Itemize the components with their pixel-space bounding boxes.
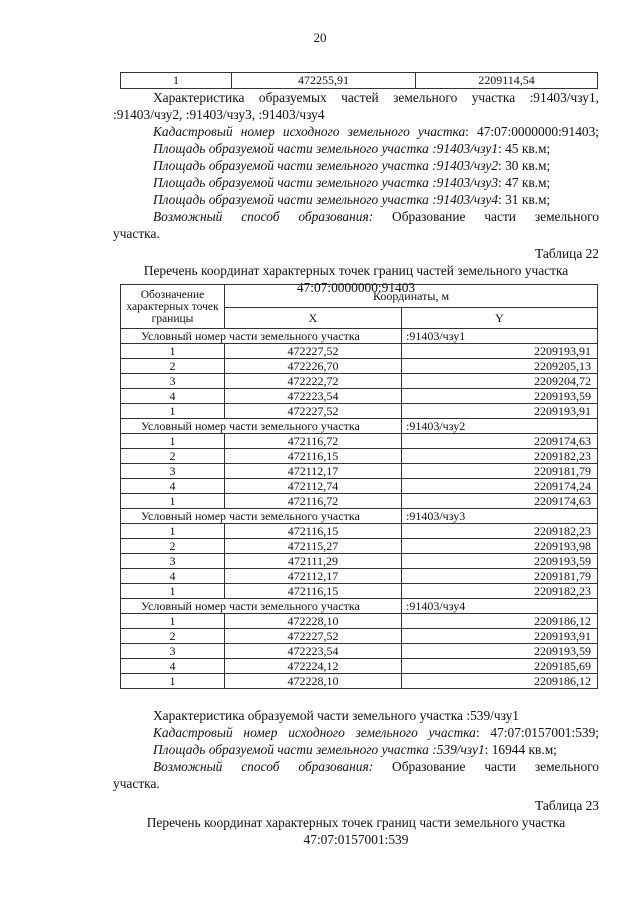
coord-y: 2209193,59 (402, 389, 598, 404)
table-row (121, 434, 598, 449)
coord-x: 472223,54 (225, 644, 402, 659)
coord-x: 472116,15 (225, 524, 402, 539)
table-row (121, 644, 598, 659)
method-line: Возможный способ образования: Образование части земельного (153, 209, 599, 224)
table-row (121, 494, 598, 509)
coord-x: 472116,15 (225, 584, 402, 599)
table-row (121, 674, 598, 689)
section2-method-line-end: участка. (113, 776, 160, 791)
coord-y: 2209174,63 (402, 434, 598, 449)
coord-x: 472222,72 (225, 374, 402, 389)
coord-x: 472227,52 (225, 404, 402, 419)
point-number: 4 (121, 659, 225, 674)
coord-y: 2209114,54 (416, 73, 598, 89)
coord-y: 2209193,91 (402, 404, 598, 419)
table-row (121, 479, 598, 494)
part-number-label: Условный номер части земельного участка (121, 599, 402, 614)
coord-y: 2209193,59 (402, 644, 598, 659)
coord-y: 2209174,63 (402, 494, 598, 509)
point-number: 1 (121, 404, 225, 419)
part-number-value: :91403/чзу2 (402, 419, 598, 434)
table-row (121, 524, 598, 539)
table-row (121, 404, 598, 419)
part-number-value: :91403/чзу1 (402, 329, 598, 344)
part-number-row (121, 599, 598, 614)
coord-y: 2209193,98 (402, 539, 598, 554)
point-number: 1 (121, 73, 232, 89)
point-number: 1 (121, 494, 225, 509)
coord-x: 472116,72 (225, 434, 402, 449)
coord-y: 2209181,79 (402, 464, 598, 479)
coord-y: 2209205,13 (402, 359, 598, 374)
table-row (121, 359, 598, 374)
coord-x: 472228,10 (225, 674, 402, 689)
table-row (121, 554, 598, 569)
coord-x: 472112,74 (225, 479, 402, 494)
part-number-value: :91403/чзу4 (402, 599, 598, 614)
part-number-label: Условный номер части земельного участка (121, 509, 402, 524)
section2-cadastral-line: Кадастровый номер исходного земельного участка: 47:07:0157001:539; (153, 725, 599, 740)
coord-y: 2209174,24 (402, 479, 598, 494)
table-row (121, 389, 598, 404)
coord-y: 2209186,12 (402, 674, 598, 689)
point-number: 2 (121, 449, 225, 464)
point-number: 1 (121, 524, 225, 539)
col-point-header: Обозначение характерных точек границы (121, 285, 225, 329)
point-number: 2 (121, 539, 225, 554)
coord-x: 472255,91 (232, 73, 416, 89)
cadastral-number-line (113, 123, 599, 140)
point-number: 3 (121, 464, 225, 479)
method-line-end: участка. (113, 226, 160, 241)
cadastral-label: Кадастровый номер исходного земельного участка (153, 124, 466, 139)
coord-x: 472228,10 (225, 614, 402, 629)
coord-x: 472226,70 (225, 359, 402, 374)
part-number-row (121, 509, 598, 524)
point-number: 4 (121, 389, 225, 404)
part-number-label: Условный номер части земельного участка (121, 419, 402, 434)
coord-y: 2209186,12 (402, 614, 598, 629)
table23-caption: Таблица 23 (535, 798, 599, 813)
coord-y: 2209193,91 (402, 344, 598, 359)
point-number: 2 (121, 629, 225, 644)
point-number: 2 (121, 359, 225, 374)
coord-x: 472224,12 (225, 659, 402, 674)
coord-y: 2209193,91 (402, 629, 598, 644)
part-number-value: :91403/чзу3 (402, 509, 598, 524)
point-number: 4 (121, 479, 225, 494)
point-number: 1 (121, 434, 225, 449)
section2-area-line: Площадь образуемой части земельного участка :539/чзу1: 16944 кв.м; (153, 742, 557, 757)
area-line-2: Площадь образуемой части земельного участка :91403/чзу2: 30 кв.м; (153, 158, 551, 173)
coord-x: 472116,72 (225, 494, 402, 509)
point-number: 3 (121, 374, 225, 389)
coord-y: 2209193,59 (402, 554, 598, 569)
table23-title-line2: 47:07:0157001:539 (303, 832, 409, 847)
coord-x: 472112,17 (225, 569, 402, 584)
continued-table-row (120, 72, 598, 89)
table22-title-line1: Перечень координат характерных точек границ частей земельного участка (143, 263, 569, 278)
section2-method-line: Возможный способ образования: Образование части земельного (153, 759, 599, 774)
coordinates-table-22 (120, 284, 598, 689)
area-line-3: Площадь образуемой части земельного участка :91403/чзу3: 47 кв.м; (153, 175, 551, 190)
section1-heading-line2: :91403/чзу2, :91403/чзу3, :91403/чзу4 (113, 107, 325, 122)
table23-title-line1: Перечень координат характерных точек границ части земельного участка (146, 815, 566, 830)
table22-caption: Таблица 22 (535, 246, 599, 261)
part-number-label: Условный номер части земельного участка (121, 329, 402, 344)
coord-y: 2209204,72 (402, 374, 598, 389)
table-row (121, 584, 598, 599)
table-row (121, 659, 598, 674)
coord-x: 472115,27 (225, 539, 402, 554)
col-coords-header: Координаты, м (225, 285, 598, 308)
coord-y: 2209182,23 (402, 449, 598, 464)
table-row (121, 629, 598, 644)
page-number: 20 (313, 30, 327, 45)
table-row (121, 539, 598, 554)
table-row (121, 344, 598, 359)
table22-title-line2: 47:07:0000000:91403 (296, 280, 416, 295)
coord-x: 472112,17 (225, 464, 402, 479)
cadastral-value: : 47:07:0000000:91403; (465, 124, 600, 139)
section1-heading-line1: Характеристика образуемых частей земельного участка :91403/чзу1, (153, 90, 599, 105)
part-number-row (121, 419, 598, 434)
coord-y: 2209181,79 (402, 569, 598, 584)
table-row (121, 374, 598, 389)
section2-heading: Характеристика образуемой части земельного участка :539/чзу1 (153, 708, 520, 723)
coord-y: 2209185,69 (402, 659, 598, 674)
col-x-header: X (225, 308, 402, 329)
point-number: 1 (121, 614, 225, 629)
section1 (113, 89, 599, 296)
point-number: 3 (121, 644, 225, 659)
coord-x: 472116,15 (225, 449, 402, 464)
table-row (121, 449, 598, 464)
area-line-4: Площадь образуемой части земельного участка :91403/чзу4: 31 кв.м; (153, 192, 551, 207)
coord-y: 2209182,23 (402, 524, 598, 539)
table-row (121, 569, 598, 584)
coord-x: 472223,54 (225, 389, 402, 404)
part-number-row (121, 329, 598, 344)
point-number: 4 (121, 569, 225, 584)
point-number: 1 (121, 584, 225, 599)
coord-x: 472227,52 (225, 344, 402, 359)
section2 (113, 707, 599, 848)
point-number: 1 (121, 344, 225, 359)
table-row (121, 464, 598, 479)
col-y-header: Y (402, 308, 598, 329)
coord-x: 472111,29 (225, 554, 402, 569)
point-number: 1 (121, 674, 225, 689)
area-line-1: Площадь образуемой части земельного участка :91403/чзу1: 45 кв.м; (153, 141, 551, 156)
point-number: 3 (121, 554, 225, 569)
coord-y: 2209182,23 (402, 584, 598, 599)
table-row (121, 614, 598, 629)
coord-x: 472227,52 (225, 629, 402, 644)
